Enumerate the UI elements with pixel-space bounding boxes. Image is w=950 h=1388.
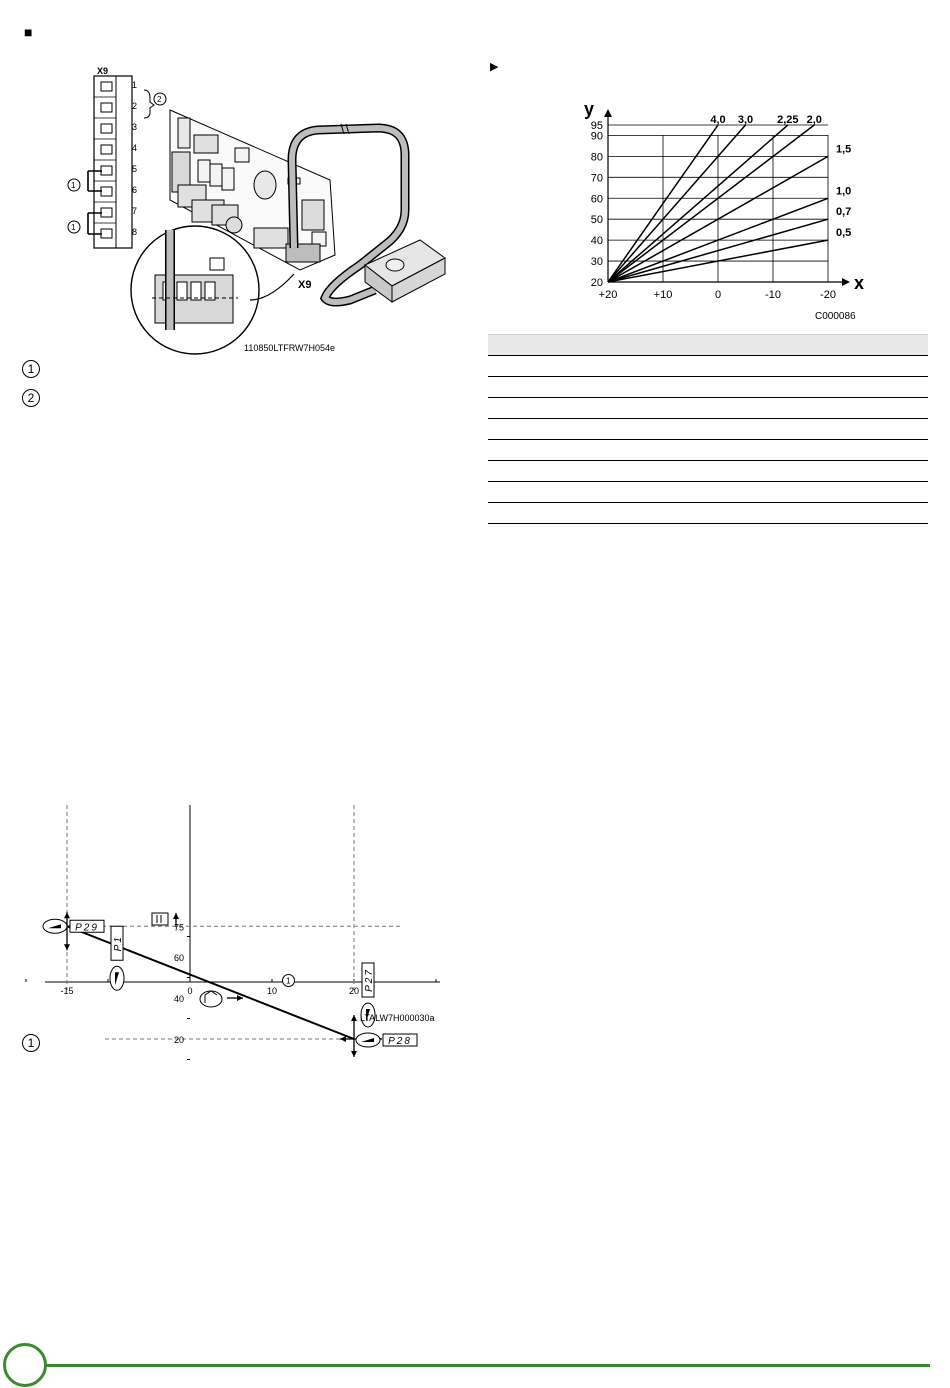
parameter-table (488, 334, 928, 524)
y-tick-20: 20 (590, 277, 603, 289)
terminal-label-3: 3 (132, 122, 138, 132)
wiring-figure (60, 60, 460, 360)
svg-text:P27: P27 (364, 968, 375, 992)
terminal-5 (101, 166, 112, 175)
terminal-label-8: 8 (132, 227, 138, 237)
board-x9-label: X9 (298, 279, 312, 291)
table-row (488, 356, 928, 377)
x-tick-3: -10 (765, 289, 781, 301)
terminal-label-4: 4 (132, 143, 138, 153)
callout-1-lower (68, 221, 80, 233)
curve-2-25 (608, 125, 788, 282)
figure2-code: C000086 (815, 311, 856, 322)
svg-text:1: 1 (71, 181, 76, 190)
setpoint-graph (40, 800, 450, 1047)
callout-1-upper (68, 179, 80, 191)
x-tick-2: 0 (714, 289, 722, 301)
callout-2 (154, 93, 166, 105)
brace-1-2 (144, 90, 154, 118)
x9-terminal-strip (94, 76, 132, 248)
y-axis-label: y (584, 99, 595, 119)
param-p28-badge (356, 1033, 417, 1047)
section-bullet: ■ (24, 24, 33, 40)
x-tick-0: +20 (598, 289, 618, 301)
y-tick-70: 70 (590, 172, 603, 185)
y-tick-20: 20 (173, 1035, 184, 1045)
curve-label-3-0: 3,0 (737, 114, 754, 126)
svg-text:1: 1 (71, 223, 76, 232)
x9-strip-label: X9 (97, 66, 109, 76)
y-tick-50: 50 (590, 214, 603, 227)
table-row (488, 419, 928, 440)
y-tick-40: 40 (173, 994, 184, 1004)
x-tick--15: -15 (60, 986, 74, 996)
terminal-4 (101, 145, 112, 154)
y-tick-90: 90 (590, 130, 603, 143)
curve-label-4-0: 4,0 (710, 114, 726, 126)
table-header-row (488, 335, 928, 356)
curve-label-1-5: 1,5 (836, 143, 852, 156)
x-tick-20: 20 (348, 986, 360, 996)
terminal-8 (101, 229, 112, 238)
x-tick-4: -20 (820, 289, 836, 301)
outdoor-temp-icon (200, 991, 222, 1007)
terminal-label-5: 5 (132, 164, 138, 174)
legend1-item-1: 1 (22, 360, 40, 378)
curve-label-2-0: 2,0 (806, 114, 822, 126)
legend1-item-2: 2 (22, 389, 40, 407)
footer-rule (44, 1364, 930, 1367)
x-tick-10: 10 (266, 986, 278, 996)
legend3-item-1: 1 (22, 1034, 40, 1052)
x-tick-1: +10 (653, 289, 673, 301)
curve-label-1-0: 1,0 (836, 185, 852, 198)
table-row (488, 377, 928, 398)
terminal-label-2: 2 (132, 101, 138, 111)
y-tick-30: 30 (590, 256, 603, 269)
terminal-2 (101, 103, 112, 112)
arrow-marker: ▶ (490, 61, 499, 73)
table-row (488, 398, 928, 419)
curve-label-0-7: 0,7 (836, 206, 852, 219)
param-p1-badge (110, 926, 124, 990)
radiator-icon (152, 913, 168, 925)
svg-text:P28: P28 (388, 1036, 412, 1047)
x-axis-label: x (854, 273, 865, 293)
svg-text:2: 2 (157, 95, 162, 104)
terminal-1 (101, 82, 112, 91)
curve-2-0 (608, 125, 814, 282)
terminal-blocks (94, 82, 116, 238)
terminal-7 (101, 208, 112, 217)
terminal-label-6: 6 (132, 185, 138, 195)
terminal-3 (101, 124, 112, 133)
y-tick-60: 60 (590, 193, 603, 206)
table-row (488, 461, 928, 482)
curve-3-0 (608, 125, 746, 282)
page-number-circle (3, 1343, 47, 1387)
terminal-6 (101, 187, 112, 196)
figure1-code: 110850LTFRW7H054e (244, 343, 336, 353)
y-tick-95: 95 (590, 120, 603, 132)
table-row (488, 440, 928, 461)
svg-text:P1: P1 (113, 935, 124, 952)
curve-label-2-25: 2,25 (777, 114, 799, 126)
y-tick-80: 80 (590, 151, 603, 164)
y-tick-60: 60 (173, 953, 184, 963)
table-row (488, 503, 928, 524)
jumper-7-8 (88, 213, 102, 234)
y-tick-75: 75 (173, 922, 184, 933)
svg-text:1: 1 (286, 976, 291, 986)
figure3-code: LTALW7H000030a (360, 1013, 435, 1023)
param-p29-badge (43, 919, 104, 933)
x-tick-0: 0 (187, 986, 193, 996)
terminal-label-1: 1 (132, 80, 138, 90)
heating-curve-chart (560, 95, 890, 335)
table-row (488, 482, 928, 503)
terminal-label-7: 7 (132, 206, 138, 216)
svg-text:P29: P29 (75, 922, 99, 934)
curve-label-0-5: 0,5 (836, 227, 852, 240)
y-tick-40: 40 (590, 235, 603, 248)
